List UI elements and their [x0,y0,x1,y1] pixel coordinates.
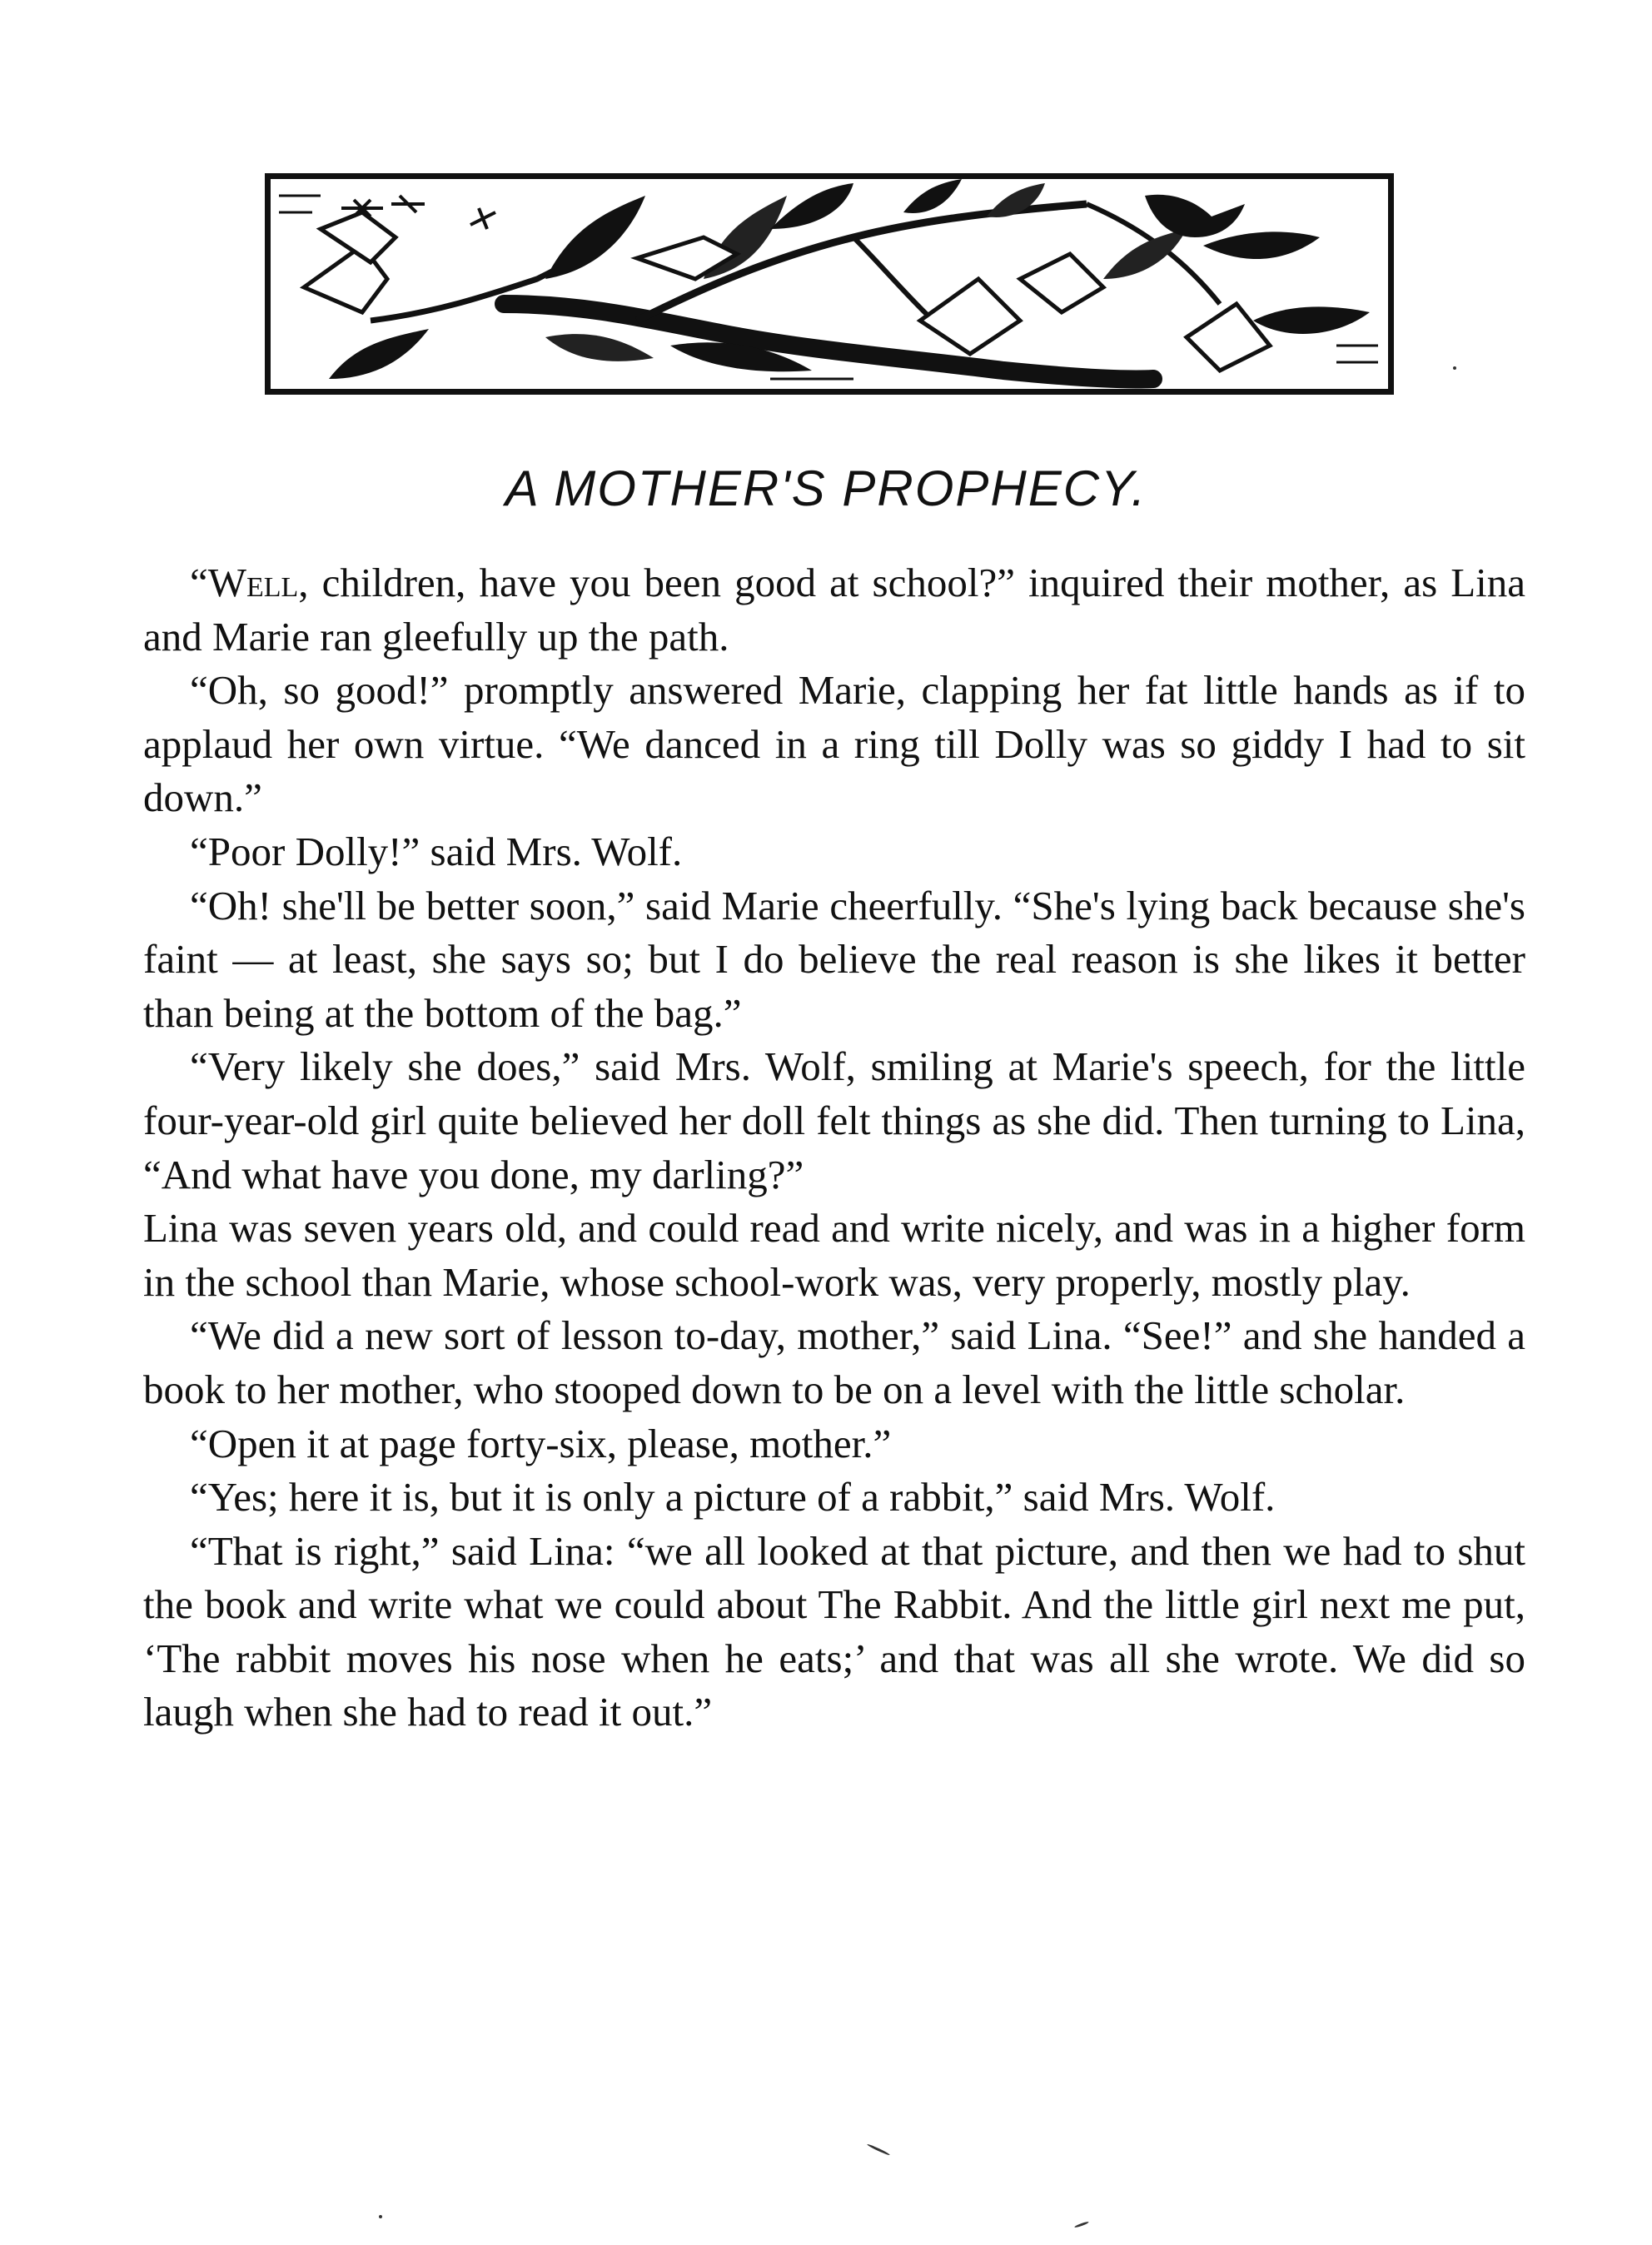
story-title: A MOTHER'S PROPHECY. [505,460,1147,516]
paragraph: “Yes; here it is, but it is only a picture of a rabbit,” said Mrs. Wolf. [190,1474,1276,1521]
paragraph-text: children, have you been good at school?” inquired their mother, as Lina and Marie ran gleefully up the path. [143,560,1525,660]
paragraph: “We did a new sort of lesson to-day, mother,” said Lina. “See!” and she handed a book to her mother, who stooped down to be on a level with the little scholar. [143,1312,1525,1412]
paragraph: “That is right,” said Lina: “we all looked at that picture, and then we had to shut the book and write what we could about The Rabbit. And the little girl next me put, ‘The rabbit moves his nose when he eats;’ and that was all she wrote. We did so laugh when she had to read it out.” [143,1527,1525,1735]
opening-word: “Well, [190,560,309,605]
paper-speck [379,2215,382,2218]
paragraph: “Oh! she'll be better soon,” said Marie cheerfully. “She's lying back because she's faint — at least, she says so; but I do believe the real reason is she likes it better than being at the bottom of the bag.” [143,882,1525,1036]
paragraph: Lina was seven years old, and could read and write nicely, and was in a higher form in the school than Marie, whose school-work was, very properly, mostly play. [143,1205,1525,1305]
paragraph [143,556,1525,664]
paragraph: “Poor Dolly!” said Mrs. Wolf. [190,828,683,874]
paragraph: “Very likely she does,” said Mrs. Wolf, smiling at Marie's speech, for the little four-year-old girl quite believed her doll felt things as she did. Then turning to Lina, “And what have you done, my darling?” [143,1043,1525,1197]
floral-headpiece [265,173,1394,395]
floral-branch-icon [271,179,1388,389]
paper-speck [1074,2221,1089,2228]
paper-speck [1453,366,1456,370]
paper-speck [867,2143,890,2156]
paragraph: “Open it at page forty-six, please, mother.” [190,1420,892,1466]
paragraph: “Oh, so good!” promptly answered Marie, clapping her fat little hands as if to applaud her own virtue. “We danced in a ring till Dolly was so giddy I had to sit down.” [143,667,1525,821]
story-body [143,556,1525,1740]
